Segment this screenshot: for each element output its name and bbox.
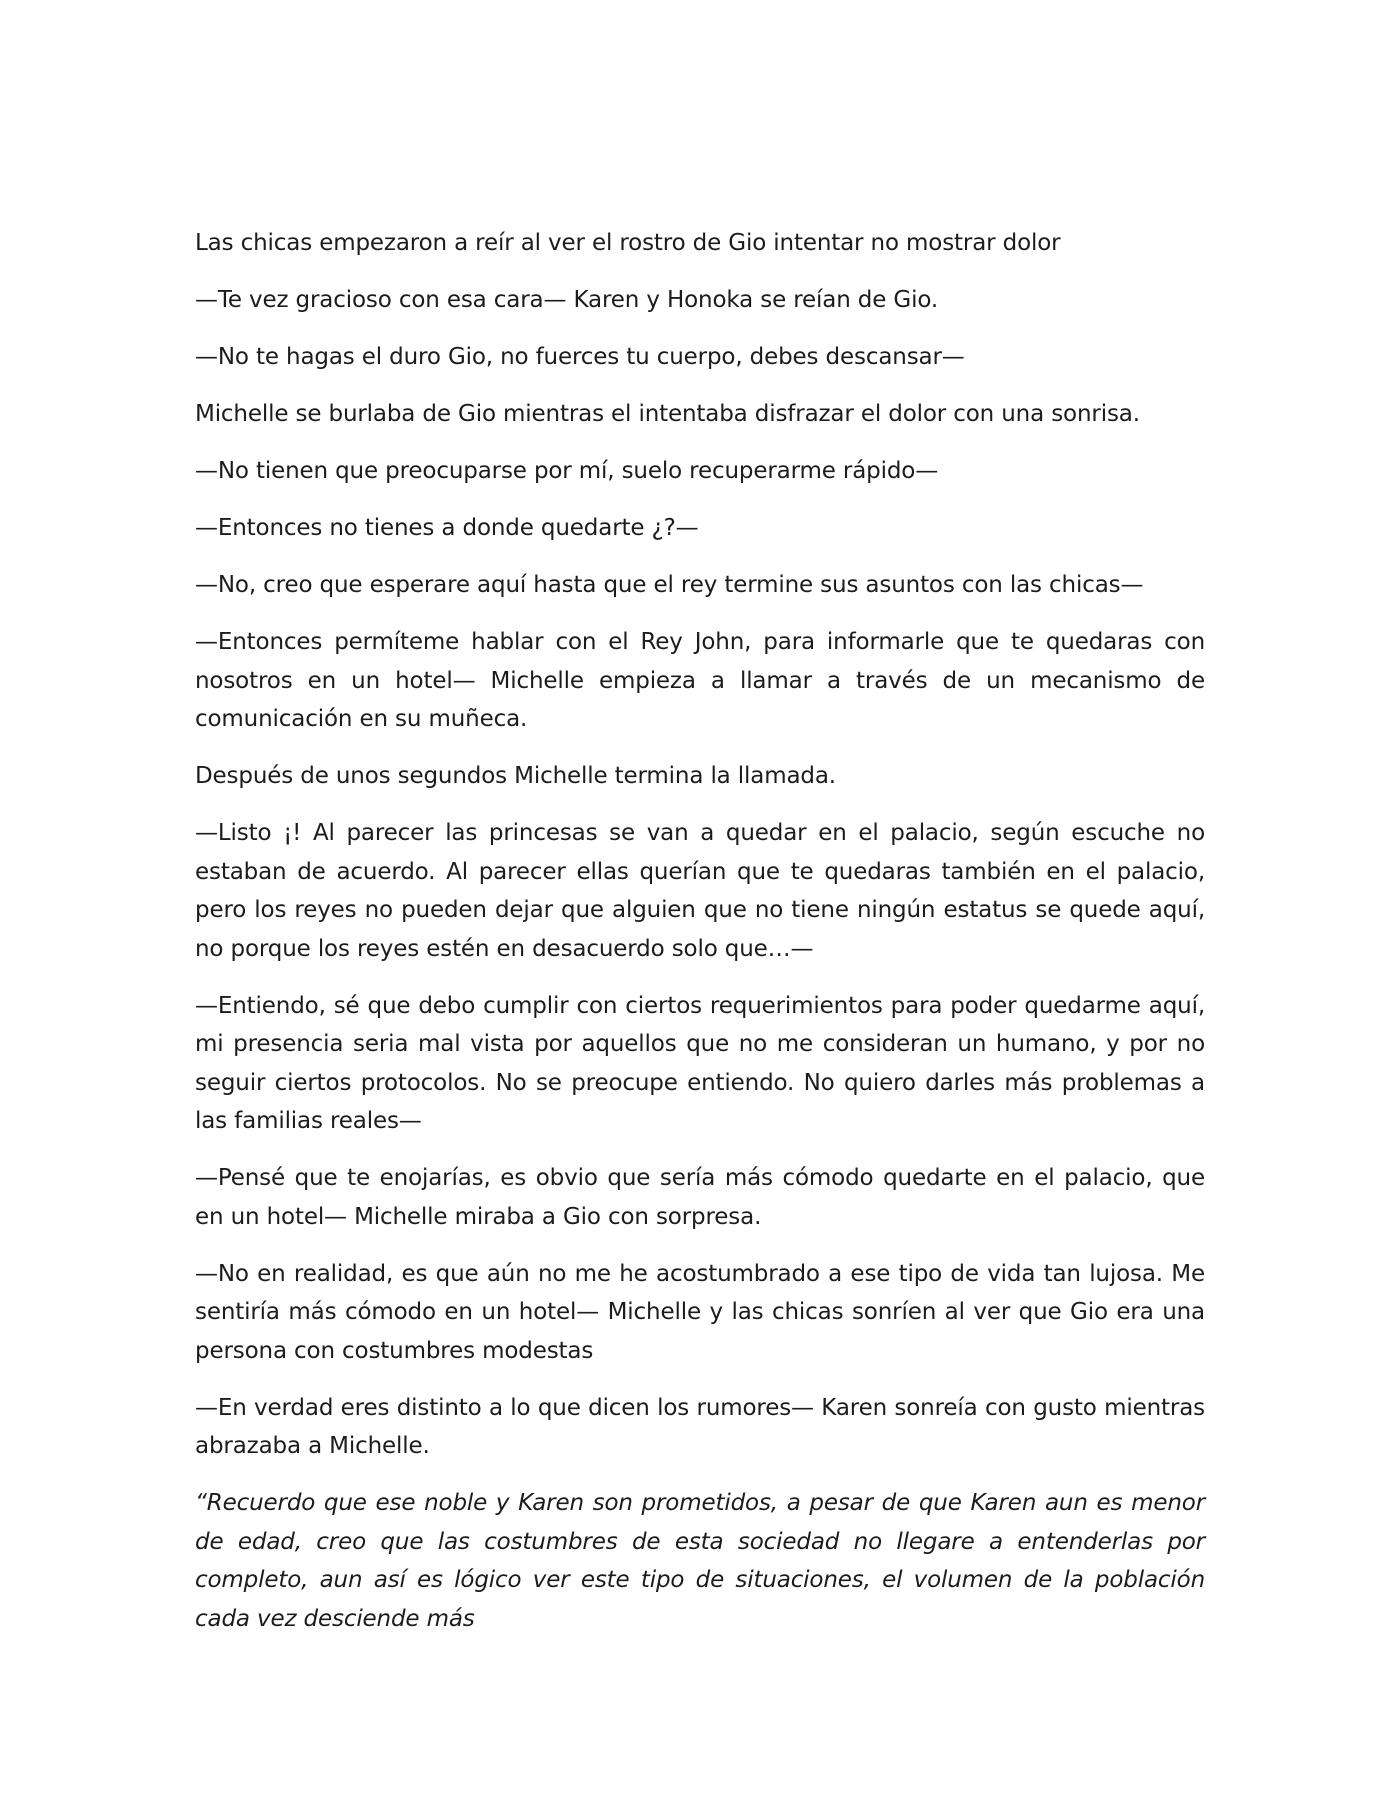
paragraph: Michelle se burlaba de Gio mientras el intentaba disfrazar el dolor con una sonrisa. [195,401,1140,427]
paragraph: Después de unos segundos Michelle termina la llamada. [195,763,836,789]
paragraph: —Entonces permíteme hablar con el Rey John, para informarle que te quedaras con nosotros en un hotel— Michelle empieza a llamar a través de un mecanismo de comunicación en su muñeca. [195,629,1205,732]
paragraph: —Listo ¡! Al parecer las princesas se van a quedar en el palacio, según escuche no estaban de acuerdo. Al parecer ellas querían que te quedaras también en el palacio, pero los reyes no pueden dejar que alguien que no tiene ningún estatus se quede aquí, no porque los reyes estén en desacuerdo solo que…— [195,820,1205,962]
paragraph: —No te hagas el duro Gio, no fuerces tu cuerpo, debes descansar— [195,344,965,370]
paragraph: —No, creo que esperare aquí hasta que el rey termine sus asuntos con las chicas— [195,572,1144,598]
italic-paragraph: “Recuerdo que ese noble y Karen son prometidos, a pesar de que Karen aun es menor de edad, creo que las costumbres de esta sociedad no llegare a entenderlas por completo, aun así es lógico ver este tipo de situaciones, el volumen de la población cada vez desciende más [195,1490,1205,1632]
paragraph: —En verdad eres distinto a lo que dicen los rumores— Karen sonreía con gusto mientras abrazaba a Michelle. [195,1394,1205,1459]
paragraph: —No en realidad, es que aún no me he acostumbrado a ese tipo de vida tan lujosa. Me sentiría más cómodo en un hotel— Michelle y las chicas sonríen al ver que Gio era una persona con costumbres modestas [195,1260,1205,1364]
paragraph: —Pensé que te enojarías, es obvio que sería más cómodo quedarte en el palacio, que en un hotel— Michelle miraba a Gio con sorpresa. [195,1165,1205,1230]
paragraph: —Entiendo, sé que debo cumplir con ciertos requerimientos para poder quedarme aquí, mi presencia seria mal vista por aquellos que no me consideran un humano, y por no seguir ciertos protocolos. No se preocupe entiendo. No quiero darles más problemas a las familias reales— [195,992,1205,1134]
paragraph: —No tienen que preocuparse por mí, suelo recuperarme rápido— [195,458,939,484]
document-page [195,224,1205,1657]
paragraph: —Entonces no tienes a donde quedarte ¿?— [195,515,699,541]
paragraph: Las chicas empezaron a reír al ver el rostro de Gio intentar no mostrar dolor [195,230,1061,256]
paragraph: —Te vez gracioso con esa cara— Karen y Honoka se reían de Gio. [195,287,939,313]
